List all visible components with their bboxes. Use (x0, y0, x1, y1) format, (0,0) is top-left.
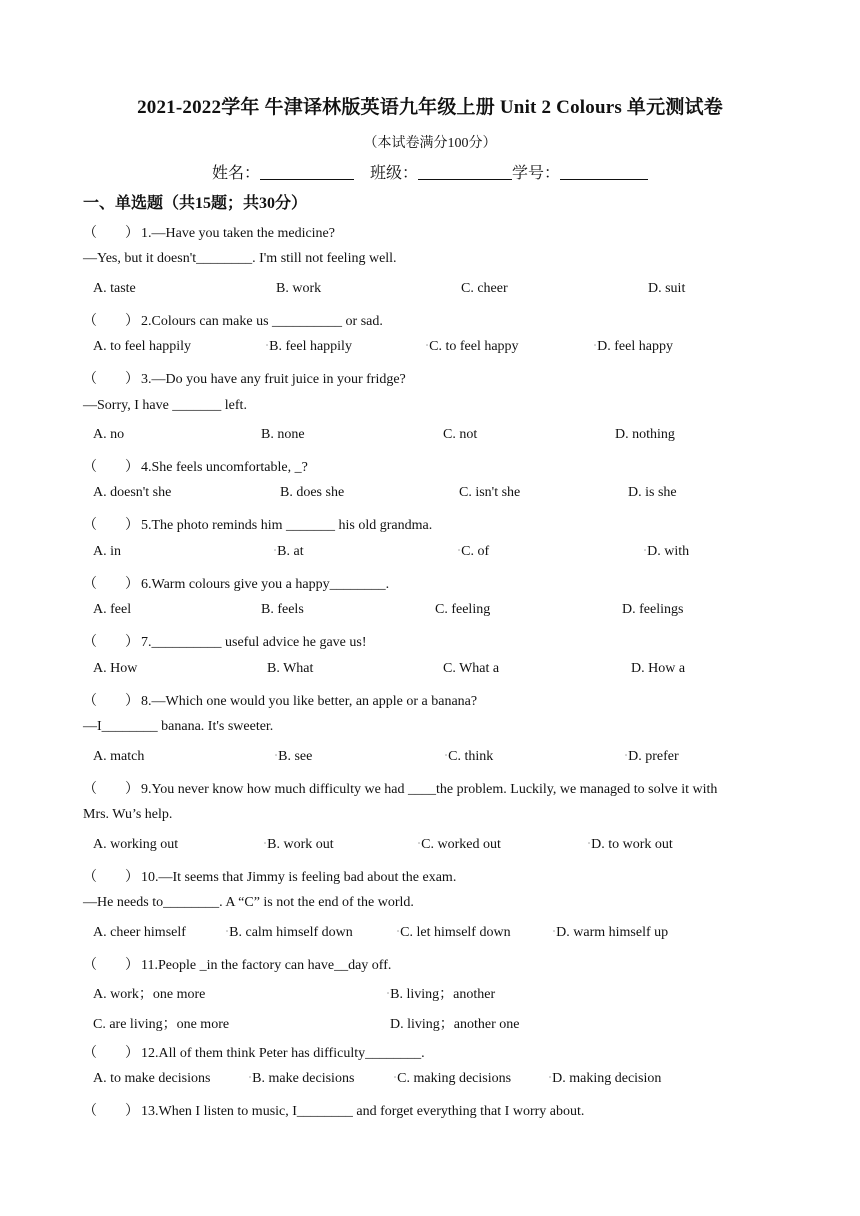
option-a[interactable]: A. feel (93, 602, 132, 617)
question-text: 8.—Which one would you like better, an apple or a banana? (141, 694, 478, 709)
class-label: 班级： (369, 165, 418, 182)
answer-paren[interactable]: （ ） (83, 1046, 139, 1061)
page-subtitle: （本试卷满分100分） (363, 136, 497, 151)
question-text: 6.Warm colours give you a happy________. (141, 577, 390, 592)
answer-paren[interactable]: （ ） (83, 958, 139, 973)
id-blank[interactable] (560, 165, 648, 180)
option-c[interactable]: C. What a (443, 661, 500, 676)
option-b[interactable]: ▫B. make decisions (249, 1071, 355, 1086)
option-a[interactable]: A. in (93, 544, 121, 559)
option-c[interactable]: ▫C. let himself down (397, 925, 511, 940)
option-b[interactable]: B. What (267, 661, 314, 676)
question-text: 2.Colours can make us __________ or sad. (141, 314, 383, 329)
question-text: 10.—It seems that Jimmy is feeling bad about the exam. (141, 870, 457, 885)
answer-paren[interactable]: （ ） (83, 226, 139, 241)
option-a[interactable]: A. taste (93, 281, 136, 296)
option-a[interactable]: A. no (93, 427, 125, 442)
answer-paren[interactable]: （ ） (83, 518, 139, 533)
section-title: 一、单选题（共15题；共30分） (83, 195, 308, 212)
marker-dot-icon: ▫ (387, 991, 390, 997)
question-stem (83, 456, 308, 476)
id-label: 学号： (512, 165, 561, 182)
option-a[interactable]: A. to feel happily (93, 339, 191, 354)
answer-paren[interactable]: （ ） (83, 635, 139, 650)
marker-dot-icon: ▫ (549, 1075, 552, 1081)
question-text: 1.—Have you taken the medicine? (141, 226, 335, 241)
question-stem (83, 954, 391, 974)
marker-dot-icon: ▫ (226, 929, 229, 935)
option-b[interactable]: ▫B. calm himself down (226, 925, 353, 940)
marker-dot-icon: ▫ (426, 343, 429, 349)
marker-dot-icon: ▫ (397, 929, 400, 935)
question-text: 5.The photo reminds him _______ his old grandma. (141, 518, 433, 533)
option-b[interactable]: B. none (261, 427, 305, 442)
option-c[interactable]: C. not (443, 427, 478, 442)
option-b[interactable]: ▫B. at (274, 544, 304, 559)
option-d[interactable]: ▫D. feel happy (594, 339, 673, 354)
question-continuation: Mrs. Wu’s help. (83, 807, 173, 822)
marker-dot-icon: ▫ (266, 343, 269, 349)
marker-dot-icon: ▫ (275, 753, 278, 759)
answer-paren[interactable]: （ ） (83, 577, 139, 592)
question-continuation: —He needs to________. A “C” is not the end of the world. (83, 895, 414, 910)
question-stem (83, 222, 335, 242)
marker-dot-icon: ▫ (553, 929, 556, 935)
question-text: 7.__________ useful advice he gave us! (141, 635, 367, 650)
question-stem (83, 514, 432, 534)
answer-paren[interactable]: （ ） (83, 870, 139, 885)
option-a[interactable]: A. match (93, 749, 145, 764)
option-c[interactable]: C. cheer (461, 281, 508, 296)
answer-paren[interactable]: （ ） (83, 460, 139, 475)
option-a[interactable]: A. cheer himself (93, 925, 186, 940)
question-continuation: —I________ banana. It's sweeter. (83, 719, 274, 734)
question-continuation: —Yes, but it doesn't________. I'm still not feeling well. (83, 251, 397, 266)
option-b[interactable]: ▫B. living；another (387, 987, 496, 1002)
question-stem (83, 690, 477, 710)
option-d[interactable]: ▫D. making decision (549, 1071, 662, 1086)
marker-dot-icon: ▫ (264, 841, 267, 847)
marker-dot-icon: ▫ (644, 548, 647, 554)
marker-dot-icon: ▫ (625, 753, 628, 759)
option-a[interactable]: A. How (93, 661, 138, 676)
marker-dot-icon: ▫ (458, 548, 461, 554)
option-c[interactable]: C. feeling (435, 602, 491, 617)
question-stem (83, 1100, 584, 1120)
option-b[interactable]: B. does she (280, 485, 345, 500)
question-stem (83, 573, 389, 593)
option-c[interactable]: ▫C. making decisions (394, 1071, 512, 1086)
page-title: 2021-2022学年 牛津译林版英语九年级上册 Unit 2 Colours 单元测试卷 (137, 97, 723, 118)
option-a[interactable]: A. doesn't she (93, 485, 172, 500)
option-d[interactable]: ▫D. with (644, 544, 690, 559)
option-d[interactable]: D. nothing (615, 427, 675, 442)
question-stem (83, 631, 367, 651)
option-c[interactable]: C. isn't she (459, 485, 521, 500)
answer-paren[interactable]: （ ） (83, 694, 139, 709)
option-c[interactable]: ▫C. to feel happy (426, 339, 519, 354)
option-a[interactable]: A. working out (93, 837, 179, 852)
option-d[interactable]: ▫D. warm himself up (553, 925, 669, 940)
answer-paren[interactable]: （ ） (83, 1104, 139, 1119)
marker-dot-icon: ▫ (274, 548, 277, 554)
answer-paren[interactable]: （ ） (83, 782, 139, 797)
name-blank[interactable] (260, 165, 354, 180)
option-b[interactable]: B. feels (261, 602, 304, 617)
answer-paren[interactable]: （ ） (83, 314, 139, 329)
marker-dot-icon: ▫ (394, 1075, 397, 1081)
option-b[interactable]: B. work (276, 281, 322, 296)
question-stem (83, 778, 717, 798)
name-label: 姓名： (211, 165, 260, 182)
option-b[interactable]: ▫B. work out (264, 837, 334, 852)
option-d[interactable]: D. living；another one (390, 1017, 520, 1032)
question-stem (83, 310, 383, 330)
option-b[interactable]: ▫B. see (275, 749, 313, 764)
option-c[interactable]: ▫C. of (458, 544, 490, 559)
student-info (0, 160, 860, 183)
option-d[interactable]: D. How a (631, 661, 686, 676)
question-stem (83, 866, 456, 886)
question-text: 11.People _in the factory can have__day off. (141, 958, 392, 973)
question-text: 3.—Do you have any fruit juice in your fridge? (141, 372, 406, 387)
marker-dot-icon: ▫ (249, 1075, 252, 1081)
option-d[interactable]: ▫D. prefer (625, 749, 679, 764)
option-c[interactable]: C. are living；one more (93, 1017, 230, 1032)
question-text: 13.When I listen to music, I________ and forget everything that I worry about. (141, 1104, 585, 1119)
marker-dot-icon: ▫ (588, 841, 591, 847)
option-c[interactable]: ▫C. worked out (418, 837, 501, 852)
class-blank[interactable] (418, 165, 512, 180)
question-text: 4.She feels uncomfortable, _? (141, 460, 308, 475)
option-d[interactable]: D. suit (648, 281, 686, 296)
option-c[interactable]: ▫C. think (445, 749, 494, 764)
answer-paren[interactable]: （ ） (83, 372, 139, 387)
option-d[interactable]: ▫D. to work out (588, 837, 673, 852)
question-text: 12.All of them think Peter has difficulty________. (141, 1046, 425, 1061)
marker-dot-icon: ▫ (445, 753, 448, 759)
option-d[interactable]: D. is she (628, 485, 677, 500)
marker-dot-icon: ▫ (594, 343, 597, 349)
option-a[interactable]: A. to make decisions (93, 1071, 211, 1086)
option-b[interactable]: ▫B. feel happily (266, 339, 352, 354)
marker-dot-icon: ▫ (418, 841, 421, 847)
option-d[interactable]: D. feelings (622, 602, 684, 617)
question-stem (83, 1042, 425, 1062)
question-continuation: —Sorry, I have _______ left. (83, 398, 247, 413)
option-a[interactable]: A. work；one more (93, 987, 206, 1002)
question-text: 9.You never know how much difficulty we had ____the problem. Luckily, we managed to solve it with (141, 782, 718, 797)
question-stem (83, 368, 406, 388)
